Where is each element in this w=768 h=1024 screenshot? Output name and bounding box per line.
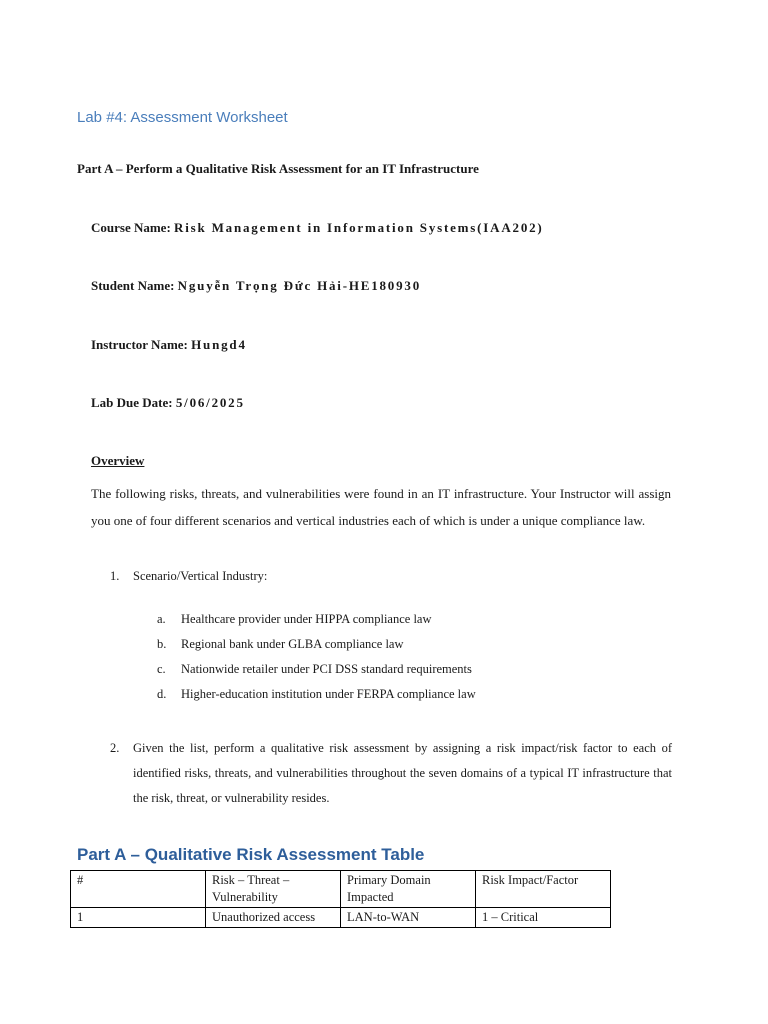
- table-header-row: [71, 871, 611, 908]
- instructor-name-line: [91, 337, 247, 353]
- table-cell: Unauthorized access: [206, 908, 341, 928]
- list-item-1-number: 1.: [110, 569, 120, 583]
- sub-item-marker: b.: [157, 637, 167, 651]
- worksheet-title: Lab #4: Assessment Worksheet: [77, 109, 288, 126]
- table-row: [71, 908, 611, 928]
- scenario-sub-list: [157, 612, 577, 712]
- overview-heading: Overview: [91, 453, 145, 468]
- overview-paragraph: The following risks, threats, and vulnerabilities were found in an IT infrastructure. Your Instructor will assign you one of four different scenarios and vertical industries each of which is under a unique compliance law.: [91, 486, 671, 528]
- list-item-2-number: 2.: [110, 741, 120, 755]
- risk-assessment-table: [70, 870, 611, 928]
- student-name-label: Student Name:: [91, 278, 175, 293]
- table-cell: LAN-to-WAN: [341, 908, 476, 928]
- student-name-line: [91, 278, 421, 294]
- sub-list-item: [157, 612, 577, 637]
- sub-item-text: Higher-education institution under FERPA compliance law: [181, 687, 476, 701]
- course-name-value: Risk Management in Information Systems(IAA202): [174, 220, 544, 235]
- column-header-domain: Primary Domain Impacted: [341, 871, 476, 908]
- list-item-2: [110, 736, 672, 811]
- list-item-2-text: Given the list, perform a qualitative risk assessment by assigning a risk impact/risk factor to each of identified risks, threats, and vulnerabilities throughout the seven domains of a typical IT infrastructure that the risk, threat, or vulnerability resides.: [133, 741, 672, 805]
- column-header-impact: Risk Impact/Factor: [476, 871, 611, 908]
- sub-list-item: [157, 687, 577, 712]
- sub-list-item: [157, 637, 577, 662]
- sub-list-item: [157, 662, 577, 687]
- sub-item-marker: c.: [157, 662, 166, 676]
- column-header-number: #: [71, 871, 206, 908]
- sub-item-text: Healthcare provider under HIPPA compliance law: [181, 612, 432, 626]
- table-heading: Part A – Qualitative Risk Assessment Table: [77, 845, 425, 864]
- lab-due-date-line: [91, 395, 245, 411]
- table-cell: 1: [71, 908, 206, 928]
- student-name-value: Nguyễn Trọng Đức Hải-HE180930: [177, 278, 422, 293]
- sub-item-marker: d.: [157, 687, 167, 701]
- list-item-1-text: Scenario/Vertical Industry:: [133, 569, 268, 583]
- lab-due-date-value: 5/06/2025: [175, 395, 245, 410]
- course-name-label: Course Name:: [91, 220, 171, 235]
- part-a-heading: Part A – Perform a Qualitative Risk Assessment for an IT Infrastructure: [77, 161, 479, 176]
- sub-item-marker: a.: [157, 612, 166, 626]
- course-name-line: [91, 220, 544, 236]
- sub-item-text: Regional bank under GLBA compliance law: [181, 637, 404, 651]
- sub-item-text: Nationwide retailer under PCI DSS standard requirements: [181, 662, 472, 676]
- instructor-name-value: Hungd4: [191, 337, 247, 352]
- column-header-risk: Risk – Threat – Vulnerability: [206, 871, 341, 908]
- instructor-name-label: Instructor Name:: [91, 337, 188, 352]
- lab-due-date-label: Lab Due Date:: [91, 395, 173, 410]
- table-cell: 1 – Critical: [476, 908, 611, 928]
